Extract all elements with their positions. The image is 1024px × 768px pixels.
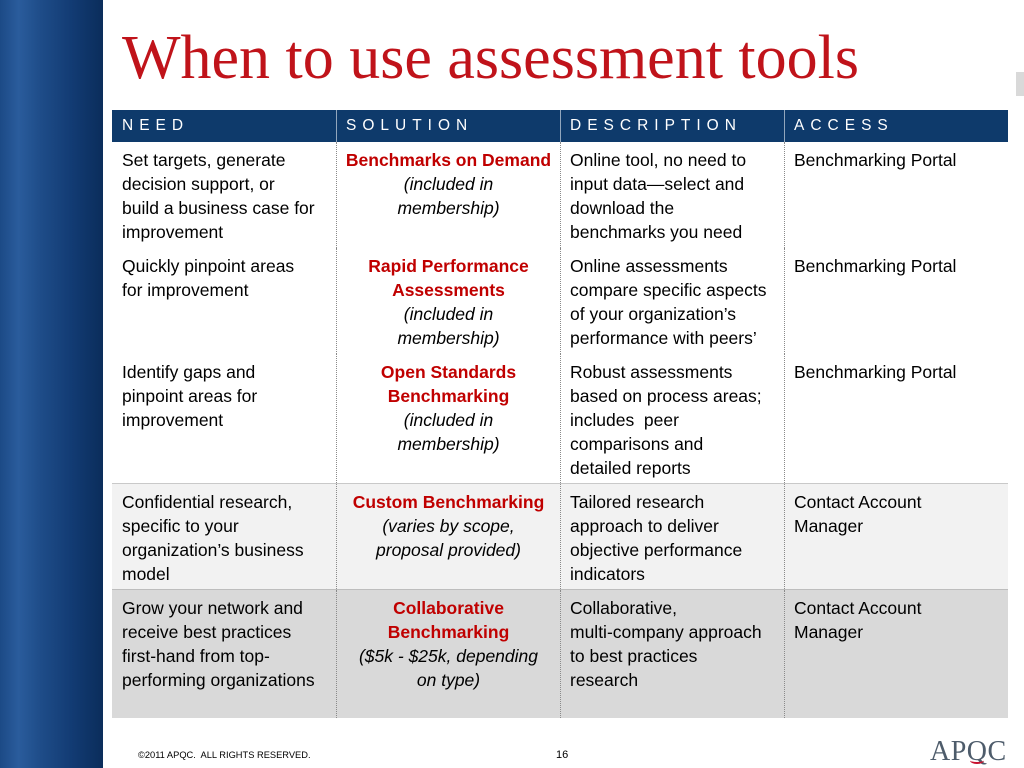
description-line: based on process areas;: [570, 386, 762, 406]
description-line: download the: [570, 198, 675, 218]
need-line: improvement: [122, 410, 224, 430]
solution-name-line: Benchmarks on Demand: [345, 150, 552, 170]
description-line: research: [570, 670, 639, 690]
description-line: multi-company approach: [570, 622, 762, 642]
description-cell: [560, 142, 784, 248]
solution-note-line: ($5k - $25k, depending: [358, 646, 539, 666]
table-row: [112, 142, 1008, 248]
solution-name-line: Benchmarking: [387, 622, 510, 642]
solution-cell: [336, 354, 560, 483]
need-line: Identify gaps and: [122, 362, 256, 382]
access-line: Benchmarking Portal: [794, 256, 957, 276]
solution-note-line: membership): [397, 198, 500, 218]
solution-note-line: proposal provided): [376, 540, 521, 560]
need-line: performing organizations: [122, 670, 315, 690]
logo-accent: [970, 757, 984, 764]
solution-note-line: on type): [416, 670, 481, 690]
solution-note-line: (included in: [403, 410, 494, 430]
access-line: Manager: [794, 516, 864, 536]
need-line: Set targets, generate: [122, 150, 286, 170]
description-line: indicators: [570, 564, 645, 584]
left-accent-band: [0, 0, 103, 768]
solution-cell: [336, 590, 560, 718]
description-line: detailed reports: [570, 458, 691, 478]
access-cell: [784, 142, 1008, 248]
table-header-row: [112, 110, 1008, 142]
header-description: DESCRIPTION: [560, 110, 784, 142]
solution-note-line: (varies by scope,: [382, 516, 515, 536]
solution-name-line: Collaborative: [393, 598, 504, 618]
need-line: Quickly pinpoint areas: [122, 256, 295, 276]
need-cell: [112, 590, 336, 718]
solution-name-line: Open Standards: [380, 362, 517, 382]
need-line: specific to your: [122, 516, 239, 536]
need-cell: [112, 142, 336, 248]
need-line: model: [122, 564, 170, 584]
access-cell: [784, 590, 1008, 718]
copyright-notice: ©2011 APQC. ALL RIGHTS RESERVED.: [138, 750, 311, 760]
description-line: compare specific aspects: [570, 280, 767, 300]
need-line: first-hand from top-: [122, 646, 270, 666]
description-line: Collaborative,: [570, 598, 677, 618]
corner-mark: [1016, 72, 1024, 96]
solution-name-line: Assessments: [392, 280, 505, 300]
solution-name-line: Benchmarking: [387, 386, 510, 406]
description-line: comparisons and: [570, 434, 704, 454]
description-line: to best practices: [570, 646, 698, 666]
description-cell: [560, 484, 784, 589]
table-row: [112, 248, 1008, 354]
description-line: Robust assessments: [570, 362, 733, 382]
need-line: build a business case for: [122, 198, 315, 218]
description-line: input data—select and: [570, 174, 745, 194]
need-line: pinpoint areas for: [122, 386, 258, 406]
page-number: 16: [556, 749, 569, 761]
description-cell: [560, 354, 784, 483]
description-line: includes peer: [570, 410, 679, 430]
need-line: receive best practices: [122, 622, 292, 642]
need-line: for improvement: [122, 280, 249, 300]
solution-cell: [336, 484, 560, 589]
description-line: approach to deliver: [570, 516, 719, 536]
access-cell: [784, 484, 1008, 589]
table-row: [112, 354, 1008, 483]
access-line: Benchmarking Portal: [794, 150, 957, 170]
apqc-logo: APQC: [930, 736, 1007, 767]
access-line: Contact Account: [794, 598, 922, 618]
description-line: of your organization’s: [570, 304, 737, 324]
need-line: decision support, or: [122, 174, 275, 194]
table-row: [112, 589, 1008, 718]
table-row: [112, 483, 1008, 589]
description-line: Online tool, no need to: [570, 150, 747, 170]
header-need: NEED: [122, 117, 190, 134]
need-cell: [112, 248, 336, 354]
need-cell: [112, 484, 336, 589]
solution-cell: [336, 142, 560, 248]
need-line: Confidential research,: [122, 492, 293, 512]
description-line: Tailored research: [570, 492, 705, 512]
solution-name-line: Rapid Performance: [368, 256, 529, 276]
access-cell: [784, 354, 1008, 483]
description-line: benchmarks you need: [570, 222, 743, 242]
solution-note-line: (included in: [403, 174, 494, 194]
description-line: objective performance: [570, 540, 743, 560]
solution-note-line: membership): [397, 328, 500, 348]
need-line: organization’s business: [122, 540, 304, 560]
access-line: Benchmarking Portal: [794, 362, 957, 382]
solution-cell: [336, 248, 560, 354]
access-line: Manager: [794, 622, 864, 642]
need-line: Grow your network and: [122, 598, 303, 618]
description-cell: [560, 590, 784, 718]
header-access: ACCESS: [784, 110, 1008, 142]
solution-name-line: Custom Benchmarking: [352, 492, 545, 512]
description-line: Online assessments: [570, 256, 728, 276]
need-line: improvement: [122, 222, 224, 242]
access-line: Contact Account: [794, 492, 922, 512]
header-solution: SOLUTION: [336, 110, 560, 142]
solution-note-line: membership): [397, 434, 500, 454]
description-line: performance with peers’: [570, 328, 757, 348]
description-cell: [560, 248, 784, 354]
slide-title: When to use assessment tools: [122, 24, 860, 92]
need-cell: [112, 354, 336, 483]
solution-note-line: (included in: [403, 304, 494, 324]
assessment-tools-table: [112, 110, 1008, 718]
access-cell: [784, 248, 1008, 354]
